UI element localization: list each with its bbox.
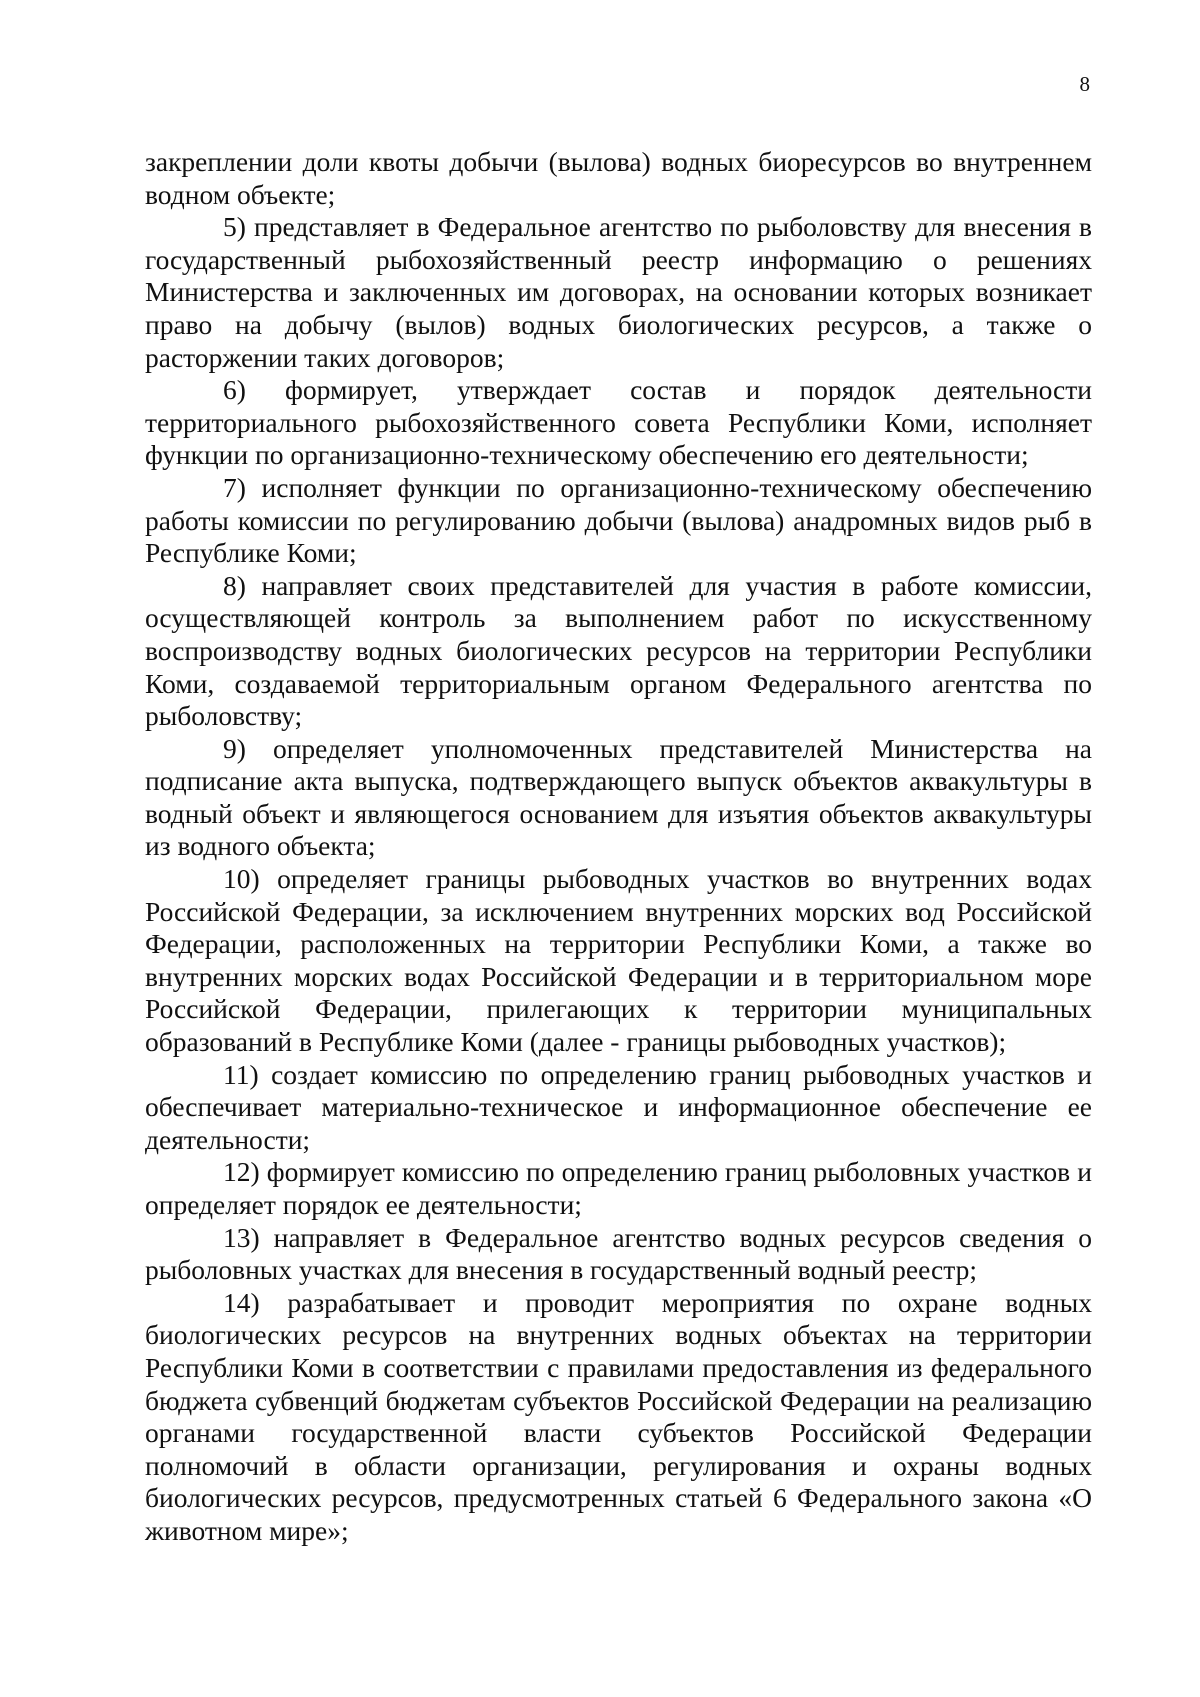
- paragraph-item-6: 6) формирует, утверждает состав и порядок деятельности территориального рыбохозяйственного совета Республики Коми, исполняет функции по организационно-техническому обеспечению его деятельности;: [145, 374, 1092, 471]
- paragraph-item-7: 7) исполняет функции по организационно-техническому обеспечению работы комиссии по регулированию добычи (вылова) анадромных видов рыб в Республике Коми;: [145, 471, 1092, 569]
- document-body: [145, 146, 1092, 1548]
- paragraph-item-5: 5) представляет в Федеральное агентство по рыболовству для внесения в государственный рыбохозяйственный реестр информацию о решениях Министерства и заключенных им договорах, на основании которых возникает право на добычу (вылов) водных биологических ресурсов, а также о расторжении таких договоров;: [145, 211, 1092, 373]
- paragraph-item-14: 14) разрабатывает и проводит мероприятия по охране водных биологических ресурсов на внутренних водных объектах на территории Республики Коми в соответствии с правилами предоставления из федерального бюджета субвенций бюджетам субъектов Российской Федерации на реализацию органами государственной власти субъектов Российской Федерации полномочий в области организации, регулирования и охраны водных биологических ресурсов, предусмотренных статьей 6 Федерального закона «О животном мире»;: [145, 1286, 1092, 1546]
- paragraph-item-8: 8) направляет своих представителей для участия в работе комиссии, осуществляющей контроль за выполнением работ по искусственному воспроизводству водных биологических ресурсов на территории Республики Коми, создаваемой территориальным органом Федерального агентства по рыболовству;: [145, 569, 1092, 732]
- paragraph-item-13: 13) направляет в Федеральное агентство водных ресурсов сведения о рыболовных участках для внесения в государственный водный реестр;: [145, 1221, 1092, 1286]
- paragraph-item-11: 11) создает комиссию по определению границ рыбоводных участков и обеспечивает материально-техническое и информационное обеспечение ее деятельности;: [145, 1058, 1092, 1155]
- paragraph-item-10: 10) определяет границы рыбоводных участков во внутренних водах Российской Федерации, за исключением внутренних морских вод Российской Федерации, расположенных на территории Республики Коми, а также во внутренних морских водах Российской Федерации и в территориальном море Российской Федерации, прилегающих к территории муниципальных образований в Республике Коми (далее - границы рыбоводных участков);: [145, 863, 1092, 1058]
- page-number: 8: [1079, 72, 1090, 96]
- paragraph-item-9: 9) определяет уполномоченных представителей Министерства на подписание акта выпуска, подтверждающего выпуск объектов аквакультуры в водный объект и являющегося основанием для изъятия объектов аквакультуры из водного объекта;: [145, 732, 1092, 862]
- paragraph-item-12: 12) формирует комиссию по определению границ рыболовных участков и определяет порядок ее деятельности;: [145, 1156, 1092, 1220]
- paragraph-continuation: закреплении доли квоты добычи (вылова) водных биоресурсов во внутреннем водном объекте;: [145, 146, 1092, 210]
